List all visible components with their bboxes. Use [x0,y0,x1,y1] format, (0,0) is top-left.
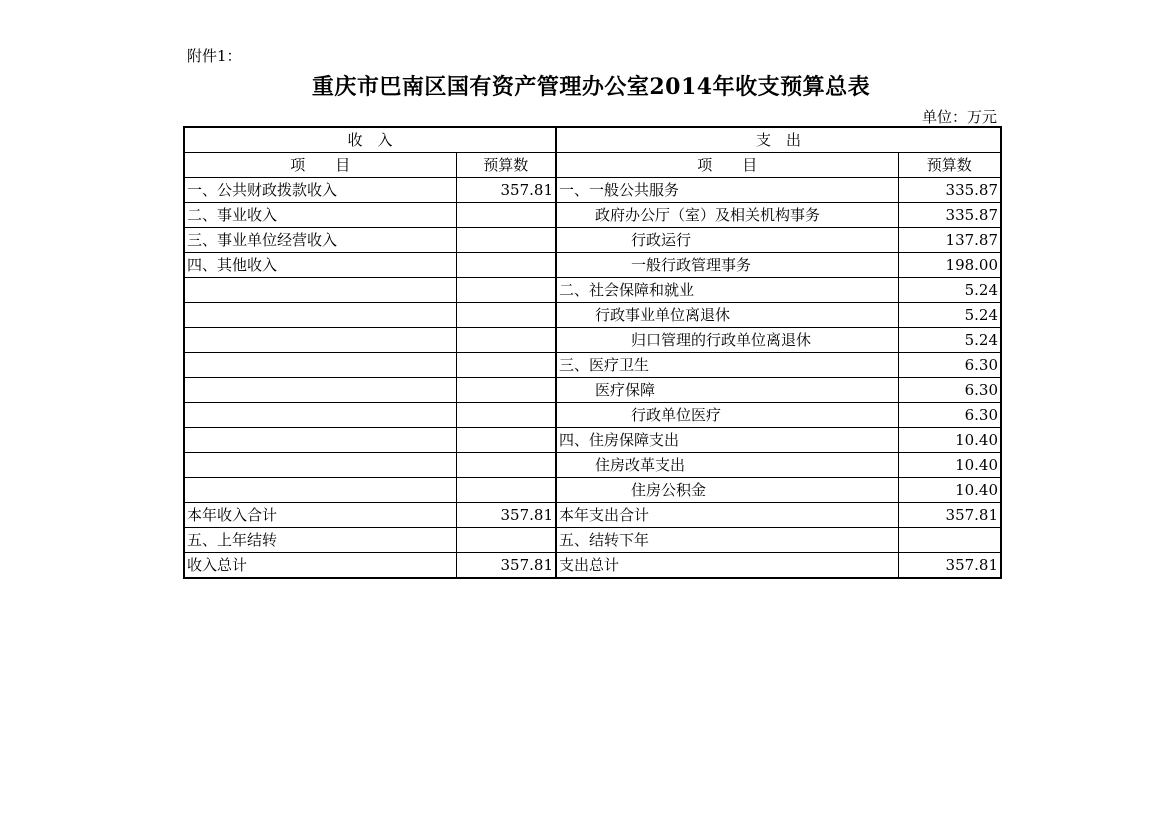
income-item: 五、上年结转 [184,528,456,553]
income-item [184,328,456,353]
expense-item: 三、医疗卫生 [556,353,898,378]
expense-item: 本年支出合计 [556,503,898,528]
table-row [184,553,1001,579]
income-item: 一、公共财政拨款收入 [184,178,456,203]
income-item [184,453,456,478]
income-budget-header: 预算数 [456,153,556,178]
expense-value: 5.24 [898,278,1001,303]
income-value [456,303,556,328]
page-title: 重庆市巴南区国有资产管理办公室2014年收支预算总表 [311,74,871,100]
table-row [184,453,1001,478]
expense-item: 行政运行 [556,228,898,253]
income-item [184,378,456,403]
table-row [184,303,1001,328]
income-header: 收 入 [184,127,556,153]
income-item [184,403,456,428]
section-header-row [184,127,1001,153]
expense-value: 198.00 [898,253,1001,278]
expense-item: 政府办公厅（室）及相关机构事务 [556,203,898,228]
expense-value: 10.40 [898,453,1001,478]
income-value [456,478,556,503]
income-item [184,353,456,378]
income-item [184,303,456,328]
table-row [184,203,1001,228]
expense-value [898,528,1001,553]
column-header-row [184,153,1001,178]
expense-item: 行政事业单位离退休 [556,303,898,328]
expense-value: 10.40 [898,428,1001,453]
expense-value: 357.81 [898,503,1001,528]
expense-value: 6.30 [898,378,1001,403]
income-value [456,403,556,428]
table-row [184,253,1001,278]
income-value [456,253,556,278]
unit-label: 单位：万元 [921,108,997,126]
table-row [184,528,1001,553]
income-value [456,203,556,228]
expense-header: 支 出 [556,127,1001,153]
expense-value: 137.87 [898,228,1001,253]
income-value [456,453,556,478]
expense-value: 5.24 [898,303,1001,328]
expense-item: 四、住房保障支出 [556,428,898,453]
expense-item: 二、社会保障和就业 [556,278,898,303]
expense-item: 住房改革支出 [556,453,898,478]
income-value [456,428,556,453]
income-value [456,378,556,403]
income-value [456,528,556,553]
income-value [456,228,556,253]
income-item [184,428,456,453]
income-value [456,353,556,378]
income-item: 收入总计 [184,553,456,579]
expense-item: 医疗保障 [556,378,898,403]
expense-item: 支出总计 [556,553,898,579]
expense-value: 357.81 [898,553,1001,579]
expense-value: 6.30 [898,353,1001,378]
expense-budget-header: 预算数 [898,153,1001,178]
income-value: 357.81 [456,178,556,203]
income-item: 本年收入合计 [184,503,456,528]
income-value: 357.81 [456,553,556,579]
expense-item-header: 项 目 [556,153,898,178]
expense-value: 10.40 [898,478,1001,503]
expense-item: 归口管理的行政单位离退休 [556,328,898,353]
expense-item: 行政单位医疗 [556,403,898,428]
income-item [184,478,456,503]
table-row [184,403,1001,428]
expense-value: 6.30 [898,403,1001,428]
income-item-header: 项 目 [184,153,456,178]
table-row [184,378,1001,403]
expense-item: 一、一般公共服务 [556,178,898,203]
table-row [184,428,1001,453]
income-item: 三、事业单位经营收入 [184,228,456,253]
budget-table [183,126,1002,579]
table-row [184,178,1001,203]
income-value [456,328,556,353]
table-row [184,353,1001,378]
income-item: 二、事业收入 [184,203,456,228]
income-value: 357.81 [456,503,556,528]
expense-value: 335.87 [898,203,1001,228]
expense-item: 一般行政管理事务 [556,253,898,278]
income-item [184,278,456,303]
table-row [184,228,1001,253]
expense-value: 335.87 [898,178,1001,203]
income-item: 四、其他收入 [184,253,456,278]
table-row [184,478,1001,503]
table-row [184,328,1001,353]
table-row [184,278,1001,303]
expense-item: 五、结转下年 [556,528,898,553]
attachment-label: 附件1： [187,47,242,65]
expense-value: 5.24 [898,328,1001,353]
expense-item: 住房公积金 [556,478,898,503]
income-value [456,278,556,303]
table-row [184,503,1001,528]
